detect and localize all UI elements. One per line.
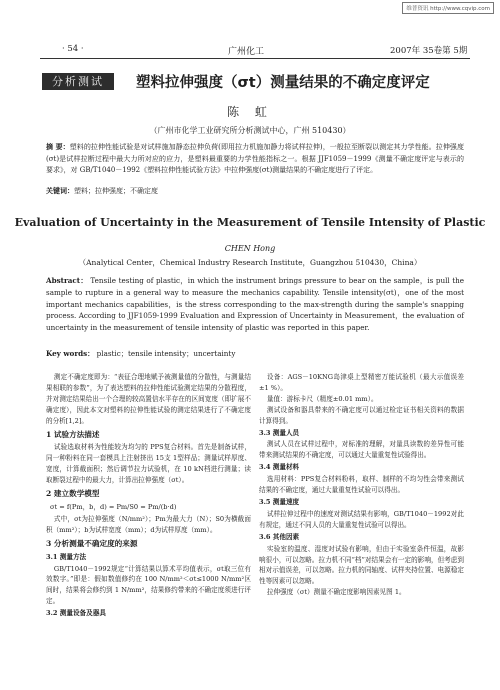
section-3-5-text: 试样拉伸过程中的速度对测试结果有影响，GB/T1040－1992对此有规定，通过不同人员的大量重复性试验可以得出。 [259, 509, 464, 529]
abstract-en [46, 275, 464, 334]
equipment-2: 量值：游标卡尺（精度±0.01 mm）。 [266, 394, 378, 403]
section-3-6-text: 实验室的温度、湿度对试验有影响，但由于实验室条件恒温，故影响很小，可以忽略。拉力机不同“档”对结果会有一定的影响，但考虑到相对示值误差，可以忽略。拉力机的同轴度、试样夹持位置、电源稳定性等因素可以忽略。 [259, 544, 464, 586]
summary-text: 拉伸强度（σt）测量不确定度影响因素见图 1。 [266, 588, 406, 597]
section-3-5-heading: 3.5 测量速度 [259, 497, 300, 506]
title-en: Evaluation of Uncertainty in the Measurement of Tensile Intensity of Plastic [14, 216, 486, 229]
section-3-2-heading: 3.2 测量设备及器具 [46, 609, 106, 618]
section-3-6-heading: 3.6 其他因素 [259, 532, 300, 541]
section-1-text: 试验选取材料为性能较为均匀的 PPS复合材料。首先是制备试样，同一种粉料在同一套模具上注射挤出 15支 1型样品；测量试样厚度、宽度，计算截面积；然后调节拉力试验机，在 10 kN档进行测量；读取断裂过程中的最大力，计算出拉伸强度（σt）。 [46, 443, 251, 485]
section-3-4-text: 选用材料：PPS复合材料粉料，取样、制样的不均匀性会带来测试结果的不确定度，通过大量重复性试验可以得出。 [259, 475, 464, 495]
section-3-3-heading: 3.3 测量人员 [259, 428, 300, 437]
section-3-3-text: 测试人员在试样过程中，对标准的理解，对量具读数的差异性可能带来测试结果的不确定度，可以通过大量重复性试验得出。 [259, 440, 464, 460]
keywords-en [46, 348, 464, 360]
right-column [259, 372, 464, 598]
equation-model: σt = f(Pm，b，d) = Pm/S0 = Pm/(b·d) [50, 502, 177, 511]
intro-paragraph: 测定不确定度即为：“表征合理地赋予被测量值的分散性，与测量结果相联的参数”，为了表达塑料的拉伸性能试验测定结果的分散程度，并对测定结果给出一个合理的较高置信水平存在的区间宽度（即扩展不确定度），因此本文对塑料的拉伸性能试验的测定结果进行了不确定度的分析[1,2]。 [46, 373, 251, 425]
abstract-cn-text: 塑料的拉伸性能试验是对试样施加静态拉伸负荷(即用拉力机施加静力将试样拉伸)，一般拉至断裂以测定其力学性能。拉伸强度(σt)是试样拉断过程中最大力所对应的应力，是塑料最重要的力学性能指标之一。根据 JJF1059－1999《测量不确定度评定与表示的要求》，对 GB/T1040－1992《塑料拉伸性能试验方法》中拉伸强度(σt)测量结果的不确定度进行了评定。 [46, 143, 464, 174]
author-cn: 陈 虹 [227, 105, 273, 119]
left-column [46, 372, 251, 620]
keywords-cn [46, 185, 464, 198]
keywords-en-text: plastic；tensile intensity；uncertainty [96, 349, 236, 358]
issue-info: 2007年 35卷第 5期 [390, 46, 468, 56]
section-3-4-heading: 3.4 测量材料 [259, 463, 300, 472]
section-3-heading: 3 分析测量不确定度的来源 [46, 538, 138, 548]
author-en: CHEN Hong [224, 244, 276, 253]
affiliation-cn: （广州市化学工业研究所分析测试中心，广州 510430） [149, 126, 351, 135]
keywords-en-label: Key words： [46, 349, 95, 358]
watermark-stamp: 维普资讯 http://www.cqvip.com [402, 2, 494, 14]
journal-name: 广州化工 [228, 47, 265, 57]
abstract-cn [46, 141, 464, 177]
equipment-1: 设备：AGS－10KNG岛津桌上型精密万能试验机（最大示值误差±1 %）。 [259, 373, 464, 392]
section-tag: 分析测试 [42, 73, 114, 90]
keywords-cn-label: 关键词： [46, 186, 74, 195]
page-number: · 54 · [62, 44, 84, 54]
abstract-en-label: Abstract： [46, 276, 88, 285]
equipment-3: 测试设备和器具带来的不确定度可以通过检定证书相关资料的数据计算得到。 [259, 405, 464, 425]
section-1-heading: 1 试验方法描述 [46, 429, 100, 439]
header-rule [40, 58, 470, 59]
section-2-heading: 2 建立数学模型 [46, 489, 100, 499]
section-2-text: 式中，σt为拉伸强度（N/mm²）；Pm为最大力（N）；S0为横截面积（mm²）；b为试样宽度（mm）；d为试样厚度（mm）。 [46, 514, 251, 534]
abstract-en-text: Tensile testing of plastic，in which the instrument brings pressure to bear on the sample，is pull the sample to rupture in a general way to measure the mechanics capability. Tensile intensity(σt)，one of the most important mechanics capabilities，is the stress corresponding to the max-strength during the sample's snapping process. According to JJF1059-1999 Evaluation and Expression of Uncertainty in Measurement，the evaluation of uncertainty in the measurement of tensile intensity of plastic was reported in this paper. [46, 276, 465, 333]
affiliation-en: （Analytical Center，Chemical Industry Research Institute，Guangzhou 510430，China） [78, 258, 422, 267]
keywords-cn-text: 塑料；拉伸强度；不确定度 [74, 187, 158, 195]
title-cn: 塑料拉伸强度（σt）测量结果的不确定度评定 [136, 75, 430, 91]
abstract-cn-label: 摘 要： [46, 142, 70, 151]
section-3-1-heading: 3.1 测量方法 [46, 552, 87, 561]
section-3-1-text: GB/T1040－1992规定“计算结果以算术平均值表示，σt取三位有效数字。”即是：假如数值修约在 100 N/mm²＜σt≤1000 N/mm²区间时，结果将会修约到 1 N/mm²，结果修约带来的不确定度须进行评定。 [46, 564, 251, 606]
